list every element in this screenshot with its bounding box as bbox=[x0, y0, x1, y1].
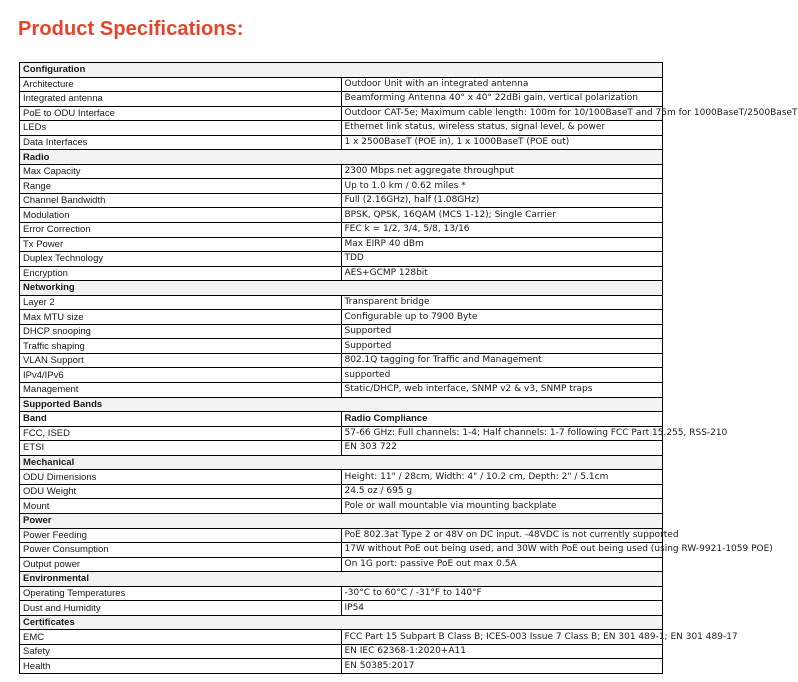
section-header-row bbox=[20, 63, 663, 78]
spec-value: Ethernet link status, wireless status, signal level, & power bbox=[341, 121, 663, 136]
spec-row bbox=[20, 121, 663, 136]
section-header-row bbox=[20, 455, 663, 470]
spec-value: Supported bbox=[341, 339, 663, 354]
spec-value: AES+GCMP 128bit bbox=[341, 266, 663, 281]
spec-row bbox=[20, 193, 663, 208]
spec-label: VLAN Support bbox=[20, 353, 342, 368]
spec-row bbox=[20, 659, 663, 674]
spec-label: LEDs bbox=[20, 121, 342, 136]
spec-row bbox=[20, 630, 663, 645]
spec-value: PoE 802.3at Type 2 or 48V on DC input. -48VDC is not currently supported bbox=[341, 528, 663, 543]
spec-row bbox=[20, 208, 663, 223]
spec-row bbox=[20, 426, 663, 441]
spec-label: Tx Power bbox=[20, 237, 342, 252]
spec-label: FCC, ISED bbox=[20, 426, 342, 441]
column-header-label: Band bbox=[20, 412, 342, 427]
section-title: Radio bbox=[20, 150, 663, 165]
spec-row bbox=[20, 237, 663, 252]
spec-row bbox=[20, 383, 663, 398]
spec-row bbox=[20, 353, 663, 368]
spec-label: Power Consumption bbox=[20, 543, 342, 558]
spec-table bbox=[19, 62, 798, 674]
section-title: Configuration bbox=[20, 63, 663, 78]
spec-row bbox=[20, 164, 663, 179]
spec-value: BPSK, QPSK, 16QAM (MCS 1-12); Single Carrier bbox=[341, 208, 663, 223]
spec-label: Channel Bandwidth bbox=[20, 193, 342, 208]
spec-row bbox=[20, 77, 663, 92]
spec-label: IPv4/IPv6 bbox=[20, 368, 342, 383]
spec-label: Traffic shaping bbox=[20, 339, 342, 354]
spec-row bbox=[20, 339, 663, 354]
spec-value: Up to 1.0 km / 0.62 miles * bbox=[341, 179, 663, 194]
spec-row bbox=[20, 528, 663, 543]
spec-value: Transparent bridge bbox=[341, 295, 663, 310]
spec-row bbox=[20, 368, 663, 383]
spec-label: Dust and Humidity bbox=[20, 601, 342, 616]
section-header-row bbox=[20, 615, 663, 630]
spec-value: -30°C to 60°C / -31°F to 140°F bbox=[341, 586, 663, 601]
section-title: Power bbox=[20, 513, 663, 528]
spec-value: Static/DHCP, web interface, SNMP v2 & v3, SNMP traps bbox=[341, 383, 663, 398]
spec-value: Full (2.16GHz), half (1.08GHz) bbox=[341, 193, 663, 208]
spec-value: 57-66 GHz: Full channels: 1-4; Half channels: 1-7 following FCC Part 15.255, RSS-210 bbox=[341, 426, 663, 441]
spec-value: Beamforming Antenna 40° x 40° 22dBi gain, vertical polarization bbox=[341, 92, 663, 107]
section-header-row bbox=[20, 281, 663, 296]
spec-label: Max Capacity bbox=[20, 164, 342, 179]
section-header-row bbox=[20, 572, 663, 587]
spec-label: Modulation bbox=[20, 208, 342, 223]
column-header-row bbox=[20, 412, 663, 427]
spec-value: 2300 Mbps net aggregate throughput bbox=[341, 164, 663, 179]
spec-row bbox=[20, 266, 663, 281]
spec-label: DHCP snooping bbox=[20, 324, 342, 339]
spec-value: On 1G port: passive PoE out max 0.5A bbox=[341, 557, 663, 572]
spec-value: FEC k = 1/2, 3/4, 5/8, 13/16 bbox=[341, 223, 663, 238]
spec-label: Error Correction bbox=[20, 223, 342, 238]
spec-row bbox=[20, 252, 663, 267]
spec-value: 24.5 oz / 695 g bbox=[341, 484, 663, 499]
spec-value: Outdoor CAT-5e; Maximum cable length: 100m for 10/100BaseT and 75m for 1000BaseT/2500BaseT bbox=[341, 106, 663, 121]
page-title: Product Specifications: bbox=[18, 18, 244, 40]
spec-row bbox=[20, 644, 663, 659]
spec-row bbox=[20, 441, 663, 456]
spec-row bbox=[20, 92, 663, 107]
section-title: Mechanical bbox=[20, 455, 663, 470]
spec-value: TDD bbox=[341, 252, 663, 267]
spec-row bbox=[20, 543, 663, 558]
spec-label: EMC bbox=[20, 630, 342, 645]
spec-value: Pole or wall mountable via mounting backplate bbox=[341, 499, 663, 514]
spec-value: supported bbox=[341, 368, 663, 383]
spec-table-body bbox=[20, 63, 798, 674]
spec-row bbox=[20, 179, 663, 194]
column-header-value: Radio Compliance bbox=[341, 412, 663, 427]
spec-label: Power Feeding bbox=[20, 528, 342, 543]
spec-value: Configurable up to 7900 Byte bbox=[341, 310, 663, 325]
spec-row bbox=[20, 470, 663, 485]
spec-row bbox=[20, 106, 663, 121]
spec-label: Health bbox=[20, 659, 342, 674]
spec-value: Max EIRP 40 dBm bbox=[341, 237, 663, 252]
spec-label: Operating Temperatures bbox=[20, 586, 342, 601]
spec-value: IP54 bbox=[341, 601, 663, 616]
section-header-row bbox=[20, 150, 663, 165]
spec-value: 1 x 2500BaseT (POE in), 1 x 1000BaseT (POE out) bbox=[341, 135, 663, 150]
spec-label: ODU Dimensions bbox=[20, 470, 342, 485]
spec-label: Management bbox=[20, 383, 342, 398]
spec-label: ETSI bbox=[20, 441, 342, 456]
spec-label: Data Interfaces bbox=[20, 135, 342, 150]
spec-value: EN 50385:2017 bbox=[341, 659, 663, 674]
spec-row bbox=[20, 223, 663, 238]
spec-value: EN 303 722 bbox=[341, 441, 663, 456]
spec-row bbox=[20, 295, 663, 310]
section-title: Supported Bands bbox=[20, 397, 663, 412]
spec-value: Outdoor Unit with an integrated antenna bbox=[341, 77, 663, 92]
spec-label: ODU Weight bbox=[20, 484, 342, 499]
spec-row bbox=[20, 557, 663, 572]
spec-row bbox=[20, 310, 663, 325]
section-header-row bbox=[20, 397, 663, 412]
spec-value: FCC Part 15 Subpart B Class B; ICES-003 Issue 7 Class B; EN 301 489-1; EN 301 489-17 bbox=[341, 630, 663, 645]
spec-label: PoE to ODU Interface bbox=[20, 106, 342, 121]
spec-label: Layer 2 bbox=[20, 295, 342, 310]
spec-label: Encryption bbox=[20, 266, 342, 281]
spec-label: Integrated antenna bbox=[20, 92, 342, 107]
spec-row bbox=[20, 499, 663, 514]
spec-label: Output power bbox=[20, 557, 342, 572]
section-title: Certificates bbox=[20, 615, 663, 630]
spec-value: Height: 11" / 28cm, Width: 4" / 10.2 cm, Depth: 2" / 5.1cm bbox=[341, 470, 663, 485]
spec-label: Duplex Technology bbox=[20, 252, 342, 267]
spec-row bbox=[20, 324, 663, 339]
section-title: Environmental bbox=[20, 572, 663, 587]
spec-value: EN IEC 62368-1:2020+A11 bbox=[341, 644, 663, 659]
spec-row bbox=[20, 135, 663, 150]
spec-label: Architecture bbox=[20, 77, 342, 92]
spec-value: Supported bbox=[341, 324, 663, 339]
spec-label: Safety bbox=[20, 644, 342, 659]
spec-row bbox=[20, 586, 663, 601]
spec-value: 802.1Q tagging for Traffic and Management bbox=[341, 353, 663, 368]
spec-label: Range bbox=[20, 179, 342, 194]
spec-label: Max MTU size bbox=[20, 310, 342, 325]
section-title: Networking bbox=[20, 281, 663, 296]
spec-row bbox=[20, 484, 663, 499]
section-header-row bbox=[20, 513, 663, 528]
spec-row bbox=[20, 601, 663, 616]
spec-label: Mount bbox=[20, 499, 342, 514]
spec-value: 17W without PoE out being used, and 30W with PoE out being used (using RW-9921-1059 POE) bbox=[341, 543, 663, 558]
